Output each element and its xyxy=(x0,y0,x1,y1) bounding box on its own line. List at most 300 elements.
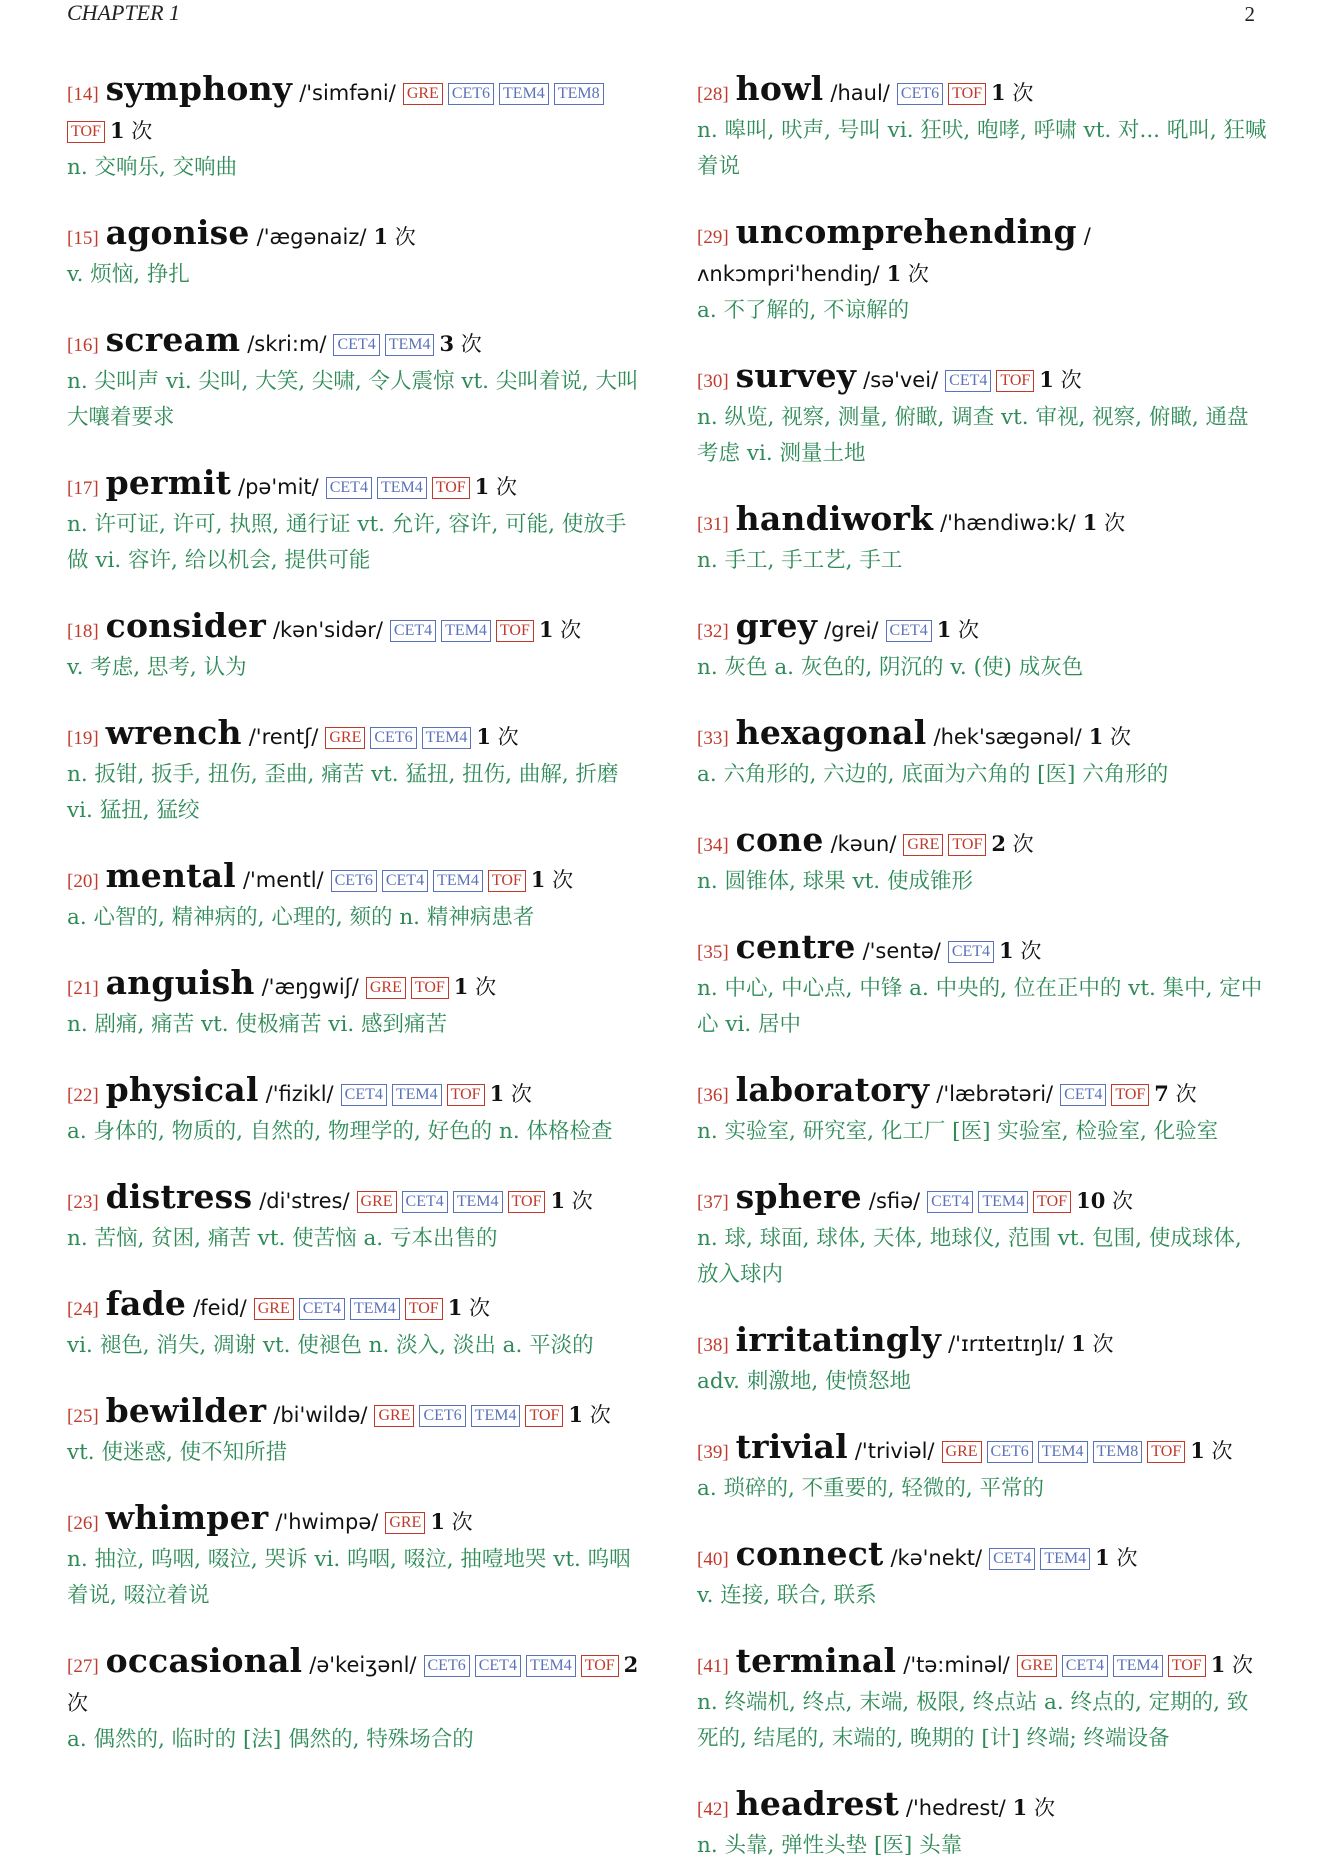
exam-tag: GRE xyxy=(374,1405,414,1427)
count-value: 2 xyxy=(991,831,1006,856)
entry-headline xyxy=(697,71,1269,113)
exam-tag: CET4 xyxy=(927,1191,973,1213)
definition: n. 尖叫声 vi. 尖叫, 大笑, 尖啸, 令人震惊 vt. 尖叫着说, 大叫大嚷着要求 xyxy=(67,369,639,430)
definition: a. 琐碎的, 不重要的, 轻微的, 平常的 xyxy=(697,1476,1044,1501)
definition: n. 交响乐, 交响曲 xyxy=(67,155,238,180)
definition: n. 球, 球面, 球体, 天体, 地球仪, 范围 vt. 包围, 使成球体, 放入球内 xyxy=(697,1226,1242,1287)
pronunciation: /ʌnkɔmpri'hendiŋ/ xyxy=(697,224,1091,286)
definition: a. 身体的, 物质的, 自然的, 物理学的, 好色的 n. 体格检查 xyxy=(67,1119,613,1144)
count-value: 1 xyxy=(1071,1331,1086,1356)
occurrence-count xyxy=(539,618,581,642)
definition: a. 六角形的, 六边的, 底面为六角的 [医] 六角形的 xyxy=(697,762,1169,787)
definition: n. 剧痛, 痛苦 vt. 使极痛苦 vi. 感到痛苦 xyxy=(67,1012,447,1037)
count-unit: 次 xyxy=(460,332,482,356)
entry-number: [41] xyxy=(697,1656,729,1677)
entry-headline xyxy=(697,214,1269,293)
headword: fade xyxy=(105,1284,187,1323)
entry-number: [27] xyxy=(67,1656,99,1677)
exam-tag: TEM4 xyxy=(978,1191,1028,1213)
definition: n. 圆锥体, 球果 vt. 使成锥形 xyxy=(697,869,973,894)
entry-headline xyxy=(67,715,639,757)
pronunciation: /'ægənaiz/ xyxy=(256,225,367,249)
entry-headline xyxy=(697,1786,1269,1828)
definition: v. 考虑, 思考, 认为 xyxy=(67,655,247,680)
exam-tag: CET4 xyxy=(1060,1084,1106,1106)
entry-number: [18] xyxy=(67,621,99,642)
pronunciation: /'rentʃ/ xyxy=(248,725,319,749)
exam-tag: CET4 xyxy=(945,370,991,392)
headword: bewilder xyxy=(105,1391,267,1430)
exam-tag: GRE xyxy=(1017,1655,1057,1677)
headword: distress xyxy=(105,1177,253,1216)
count-value: 1 xyxy=(476,724,491,749)
definition: n. 许可证, 许可, 执照, 通行证 vt. 允许, 容许, 可能, 使放手做 vi. 容许, 给以机会, 提供可能 xyxy=(67,512,627,573)
pronunciation: /'triviəl/ xyxy=(854,1439,935,1463)
vocab-entry xyxy=(67,71,639,186)
count-unit: 次 xyxy=(589,1403,611,1427)
count-unit: 次 xyxy=(497,725,519,749)
entry-number: [14] xyxy=(67,84,99,105)
headword: terminal xyxy=(735,1641,897,1680)
headword: handiwork xyxy=(735,499,934,538)
count-value: 1 xyxy=(568,1402,584,1427)
pronunciation: /'mentl/ xyxy=(242,868,324,892)
exam-tag: TOF xyxy=(1111,1084,1149,1106)
headword: agonise xyxy=(105,213,250,252)
count-unit: 次 xyxy=(394,225,416,249)
entry-number: [21] xyxy=(67,978,99,999)
pronunciation: /kəun/ xyxy=(830,832,897,856)
vocab-entry xyxy=(697,501,1269,579)
occurrence-count xyxy=(1039,368,1081,392)
entry-number: [31] xyxy=(697,514,729,535)
definition: n. 手工, 手工艺, 手工 xyxy=(697,548,903,573)
headword: trivial xyxy=(735,1427,848,1466)
entry-headline xyxy=(67,1286,639,1328)
vocab-entry xyxy=(67,322,639,436)
exam-tag: CET4 xyxy=(475,1655,521,1677)
entry-headline xyxy=(697,1179,1269,1221)
occurrence-count xyxy=(439,332,481,356)
exam-tag: TEM4 xyxy=(1040,1548,1090,1570)
entry-headline xyxy=(697,715,1269,757)
headword: scream xyxy=(105,320,241,359)
headword: occasional xyxy=(105,1641,303,1680)
count-unit: 次 xyxy=(571,1189,593,1213)
exam-tag: CET4 xyxy=(299,1298,345,1320)
occurrence-count xyxy=(887,262,929,286)
entry-headline xyxy=(697,1643,1269,1685)
count-unit: 次 xyxy=(451,1510,473,1534)
pronunciation: /'læbrətəri/ xyxy=(936,1082,1054,1106)
headword: howl xyxy=(735,69,824,108)
headword: laboratory xyxy=(735,1070,930,1109)
entry-number: [20] xyxy=(67,871,99,892)
definition: v. 连接, 联合, 联系 xyxy=(697,1583,877,1608)
vocab-entry xyxy=(67,1643,639,1758)
vocab-entry xyxy=(697,1072,1269,1150)
entry-number: [32] xyxy=(697,621,729,642)
headword: permit xyxy=(105,463,232,502)
occurrence-count xyxy=(1095,1546,1137,1570)
definition: n. 头靠, 弹性头垫 [医] 头靠 xyxy=(697,1833,963,1858)
pronunciation: /ə'keiʒənl/ xyxy=(309,1653,417,1677)
exam-tag: CET4 xyxy=(886,620,932,642)
pronunciation: /feid/ xyxy=(193,1296,247,1320)
entry-headline xyxy=(67,608,639,650)
entry-number: [38] xyxy=(697,1335,729,1356)
exam-tag: CET4 xyxy=(326,477,372,499)
count-value: 1 xyxy=(936,617,952,642)
definition: a. 心智的, 精神病的, 心理的, 颏的 n. 精神病患者 xyxy=(67,905,535,930)
exam-tag: TEM4 xyxy=(392,1084,442,1106)
vocab-entry xyxy=(67,1286,639,1364)
entry-number: [37] xyxy=(697,1192,729,1213)
entry-number: [29] xyxy=(697,227,729,248)
vocab-entry xyxy=(697,1322,1269,1400)
count-unit: 次 xyxy=(1112,1189,1133,1213)
chapter-label: CHAPTER 1 xyxy=(67,0,181,25)
entry-number: [16] xyxy=(67,335,99,356)
definition: n. 抽泣, 呜咽, 啜泣, 哭诉 vi. 呜咽, 啜泣, 抽噎地哭 vt. 呜咽着说, 啜泣着说 xyxy=(67,1547,631,1608)
definition: adv. 刺激地, 使愤怒地 xyxy=(697,1369,912,1394)
entry-headline xyxy=(697,608,1269,650)
count-value: 3 xyxy=(439,331,455,356)
count-unit: 次 xyxy=(552,868,574,892)
headword: headrest xyxy=(735,1784,899,1823)
headword: cone xyxy=(735,820,824,859)
count-unit: 次 xyxy=(560,618,582,642)
occurrence-count xyxy=(991,81,1033,105)
exam-tag: TOF xyxy=(447,1084,485,1106)
entry-headline xyxy=(67,1393,639,1435)
entry-number: [33] xyxy=(697,728,729,749)
vocab-entry xyxy=(67,215,639,293)
definition: a. 不了解的, 不谅解的 xyxy=(697,298,910,323)
count-value: 7 xyxy=(1154,1081,1169,1106)
vocab-entry xyxy=(697,214,1269,329)
exam-tag: CET4 xyxy=(1062,1655,1108,1677)
headword: survey xyxy=(735,356,857,395)
exam-tag: GRE xyxy=(385,1512,425,1534)
pronunciation: /'hændiwə:k/ xyxy=(940,511,1076,535)
count-value: 1 xyxy=(1039,367,1054,392)
count-value: 10 xyxy=(1076,1188,1106,1213)
exam-tag: TEM8 xyxy=(1093,1441,1143,1463)
count-value: 1 xyxy=(1095,1545,1110,1570)
exam-tag: GRE xyxy=(903,834,943,856)
count-value: 1 xyxy=(430,1509,445,1534)
occurrence-count xyxy=(1083,511,1125,535)
occurrence-count xyxy=(1089,725,1131,749)
pronunciation: /'simfəni/ xyxy=(299,81,396,105)
vocab-entry xyxy=(697,1786,1269,1864)
entry-headline xyxy=(67,965,639,1007)
exam-tag: TOF xyxy=(1168,1655,1206,1677)
count-value: 1 xyxy=(474,474,490,499)
exam-tag: TEM4 xyxy=(1113,1655,1163,1677)
count-unit: 次 xyxy=(1232,1653,1254,1677)
exam-tag: CET6 xyxy=(419,1405,465,1427)
entry-headline xyxy=(67,1643,639,1722)
entry-number: [36] xyxy=(697,1085,729,1106)
count-unit: 次 xyxy=(958,618,980,642)
headword: grey xyxy=(735,606,818,645)
headword: wrench xyxy=(105,713,242,752)
exam-tag: CET4 xyxy=(948,941,994,963)
definition: vt. 使迷惑, 使不知所措 xyxy=(67,1440,288,1465)
entry-number: [39] xyxy=(697,1442,729,1463)
entry-headline xyxy=(697,1536,1269,1578)
count-value: 1 xyxy=(530,867,546,892)
entry-number: [42] xyxy=(697,1799,729,1820)
entry-headline xyxy=(697,358,1269,400)
entry-headline xyxy=(67,1072,639,1114)
exam-tag: TOF xyxy=(496,620,534,642)
definition: v. 烦恼, 挣扎 xyxy=(67,262,190,287)
pronunciation: /haul/ xyxy=(830,81,890,105)
entry-number: [22] xyxy=(67,1085,99,1106)
exam-tag: CET6 xyxy=(370,727,416,749)
count-unit: 次 xyxy=(495,475,517,499)
vocab-entry xyxy=(697,608,1269,686)
exam-tag: CET6 xyxy=(424,1655,470,1677)
definition: n. 实验室, 研究室, 化工厂 [医] 实验室, 检验室, 化验室 xyxy=(697,1119,1219,1144)
pronunciation: /grei/ xyxy=(824,618,879,642)
count-value: 1 xyxy=(550,1188,566,1213)
count-unit: 次 xyxy=(1104,511,1126,535)
count-unit: 次 xyxy=(469,1296,490,1320)
count-unit: 次 xyxy=(1175,1082,1197,1106)
pronunciation: /'tə:minəl/ xyxy=(903,1653,1010,1677)
occurrence-count xyxy=(430,1510,472,1534)
exam-tag: TEM4 xyxy=(385,334,435,356)
vocab-entry xyxy=(697,1429,1269,1507)
vocab-entry xyxy=(697,71,1269,185)
vocab-entry xyxy=(67,858,639,936)
entry-number: [26] xyxy=(67,1513,99,1534)
exam-tag: CET4 xyxy=(989,1548,1035,1570)
occurrence-count xyxy=(999,939,1041,963)
exam-tag: TOF xyxy=(948,834,986,856)
vocab-entry xyxy=(697,1643,1269,1757)
pronunciation: /skri:m/ xyxy=(247,332,327,356)
definition: vi. 褪色, 消失, 凋谢 vt. 使褪色 n. 淡入, 淡出 a. 平淡的 xyxy=(67,1333,594,1358)
definition: n. 苦恼, 贫困, 痛苦 vt. 使苦恼 a. 亏本出售的 xyxy=(67,1226,498,1251)
entry-number: [34] xyxy=(697,835,729,856)
occurrence-count xyxy=(1076,1189,1133,1213)
entry-number: [35] xyxy=(697,942,729,963)
page-header xyxy=(67,0,1255,28)
exam-tag: GRE xyxy=(325,727,365,749)
exam-tag: GRE xyxy=(254,1298,294,1320)
exam-tag: TEM4 xyxy=(499,83,549,105)
exam-tag: TEM4 xyxy=(441,620,491,642)
definition: a. 偶然的, 临时的 [法] 偶然的, 特殊场合的 xyxy=(67,1727,474,1752)
exam-tag: TEM4 xyxy=(526,1655,576,1677)
count-value: 2 xyxy=(623,1652,639,1677)
pronunciation: /kən'sidər/ xyxy=(272,618,383,642)
count-value: 1 xyxy=(1210,1652,1226,1677)
count-value: 1 xyxy=(447,1295,463,1320)
count-unit: 次 xyxy=(1012,832,1034,856)
headword: whimper xyxy=(105,1498,269,1537)
entry-number: [24] xyxy=(67,1299,99,1320)
vocab-entry xyxy=(697,1179,1269,1293)
vocab-entry xyxy=(697,715,1269,793)
vocab-entry xyxy=(697,358,1269,472)
count-unit: 次 xyxy=(1012,81,1034,105)
exam-tag: TOF xyxy=(996,370,1034,392)
definition: n. 终端机, 终点, 末端, 极限, 终点站 a. 终点的, 定期的, 致死的, 结尾的, 末端的, 晚期的 [计] 终端; 终端设备 xyxy=(697,1690,1249,1751)
occurrence-count xyxy=(1013,1796,1055,1820)
vocab-entry xyxy=(697,822,1269,900)
exam-tag: TOF xyxy=(1147,1441,1185,1463)
definition: n. 扳钳, 扳手, 扭伤, 歪曲, 痛苦 vt. 猛扭, 扭伤, 曲解, 折磨 vi. 猛扭, 猛绞 xyxy=(67,762,619,823)
occurrence-count xyxy=(1071,1332,1113,1356)
count-value: 1 xyxy=(109,118,125,143)
exam-tag: TEM4 xyxy=(433,870,483,892)
occurrence-count xyxy=(568,1403,610,1427)
count-unit: 次 xyxy=(510,1082,532,1106)
entry-headline xyxy=(67,465,639,507)
vocab-entry xyxy=(67,1393,639,1471)
entry-number: [30] xyxy=(697,371,729,392)
entry-headline xyxy=(67,1500,639,1542)
exam-tag: TOF xyxy=(525,1405,563,1427)
headword: irritatingly xyxy=(735,1320,942,1359)
entry-headline xyxy=(67,322,639,364)
entry-headline xyxy=(67,1179,639,1221)
count-unit: 次 xyxy=(1110,725,1132,749)
occurrence-count xyxy=(476,725,518,749)
pronunciation: /di'stres/ xyxy=(259,1189,350,1213)
entry-headline xyxy=(697,1072,1269,1114)
definition: n. 纵览, 视察, 测量, 俯瞰, 调查 vt. 审视, 视察, 俯瞰, 通盘考虑 vi. 测量土地 xyxy=(697,405,1249,466)
exam-tag: TEM4 xyxy=(350,1298,400,1320)
entry-headline xyxy=(697,822,1269,864)
entry-headline xyxy=(697,1429,1269,1471)
occurrence-count xyxy=(475,475,517,499)
exam-tag: TOF xyxy=(488,870,526,892)
vocab-entry xyxy=(67,465,639,579)
headword: hexagonal xyxy=(735,713,927,752)
count-value: 1 xyxy=(886,261,902,286)
count-value: 1 xyxy=(373,224,389,249)
occurrence-count xyxy=(373,225,415,249)
count-unit: 次 xyxy=(1092,1332,1114,1356)
vocab-entry xyxy=(697,1536,1269,1614)
entry-headline xyxy=(67,215,639,257)
exam-tag: CET6 xyxy=(331,870,377,892)
exam-tag: GRE xyxy=(366,977,406,999)
headword: symphony xyxy=(105,69,293,108)
count-value: 1 xyxy=(1012,1795,1028,1820)
headword: uncomprehending xyxy=(735,212,1077,251)
exam-tag: TOF xyxy=(581,1655,619,1677)
exam-tag: TEM4 xyxy=(471,1405,521,1427)
exam-tag: TOF xyxy=(411,977,449,999)
pronunciation: /'fizikl/ xyxy=(265,1082,334,1106)
count-value: 1 xyxy=(991,80,1006,105)
page-number: 2 xyxy=(1244,2,1255,26)
exam-tag: GRE xyxy=(403,83,443,105)
pronunciation: /'hwimpə/ xyxy=(275,1510,379,1534)
exam-tag: TOF xyxy=(405,1298,443,1320)
occurrence-count xyxy=(110,119,152,143)
occurrence-count xyxy=(490,1082,532,1106)
occurrence-count xyxy=(1154,1082,1196,1106)
headword: physical xyxy=(105,1070,259,1109)
headword: mental xyxy=(105,856,236,895)
pronunciation: /'sentə/ xyxy=(862,939,941,963)
entry-headline xyxy=(67,858,639,900)
count-unit: 次 xyxy=(1211,1439,1233,1463)
pronunciation: /sə'vei/ xyxy=(863,368,939,392)
exam-tag: CET4 xyxy=(402,1191,448,1213)
definition: n. 嗥叫, 吠声, 号叫 vi. 狂吠, 咆哮, 呼啸 vt. 对... 吼叫, 狂喊着说 xyxy=(697,118,1267,179)
pronunciation: /'ɪrɪteɪtɪŋlɪ/ xyxy=(948,1332,1065,1356)
entry-number: [23] xyxy=(67,1192,99,1213)
right-column xyxy=(697,71,1269,1864)
count-value: 1 xyxy=(489,1081,505,1106)
headword: consider xyxy=(105,606,266,645)
entry-headline xyxy=(697,1322,1269,1364)
vocab-entry xyxy=(697,929,1269,1043)
vocab-entry xyxy=(67,1179,639,1257)
definition: n. 灰色 a. 灰色的, 阴沉的 v. (使) 成灰色 xyxy=(697,655,1084,680)
entry-number: [17] xyxy=(67,478,99,499)
exam-tag: CET4 xyxy=(390,620,436,642)
entry-headline xyxy=(67,71,639,150)
occurrence-count xyxy=(937,618,979,642)
entry-number: [28] xyxy=(697,84,729,105)
exam-tag: TOF xyxy=(948,83,986,105)
exam-tag: CET6 xyxy=(897,83,943,105)
definition: n. 中心, 中心点, 中锋 a. 中央的, 位在正中的 vt. 集中, 定中心 vi. 居中 xyxy=(697,976,1263,1037)
count-unit: 次 xyxy=(475,975,497,999)
pronunciation: /pə'mit/ xyxy=(238,475,319,499)
left-column xyxy=(67,71,639,1758)
exam-tag: TEM4 xyxy=(453,1191,503,1213)
entry-headline xyxy=(697,501,1269,543)
headword: sphere xyxy=(735,1177,862,1216)
count-unit: 次 xyxy=(1020,939,1042,963)
headword: anguish xyxy=(105,963,255,1002)
count-value: 1 xyxy=(538,617,554,642)
exam-tag: TOF xyxy=(508,1191,546,1213)
count-value: 1 xyxy=(1088,724,1104,749)
headword: centre xyxy=(735,927,856,966)
entry-number: [19] xyxy=(67,728,99,749)
count-unit: 次 xyxy=(131,119,153,143)
exam-tag: CET4 xyxy=(333,334,379,356)
count-unit: 次 xyxy=(67,1691,88,1715)
exam-tag: TOF xyxy=(432,477,470,499)
count-value: 1 xyxy=(1082,510,1098,535)
vocab-entry xyxy=(67,1072,639,1150)
exam-tag: TEM4 xyxy=(377,477,427,499)
vocab-entry xyxy=(67,965,639,1043)
vocab-entry xyxy=(67,1500,639,1614)
entry-headline xyxy=(697,929,1269,971)
count-unit: 次 xyxy=(1116,1546,1138,1570)
exam-tag: CET6 xyxy=(448,83,494,105)
exam-tag: TEM4 xyxy=(422,727,472,749)
occurrence-count xyxy=(448,1296,490,1320)
count-value: 1 xyxy=(1190,1438,1205,1463)
exam-tag: TOF xyxy=(1033,1191,1071,1213)
